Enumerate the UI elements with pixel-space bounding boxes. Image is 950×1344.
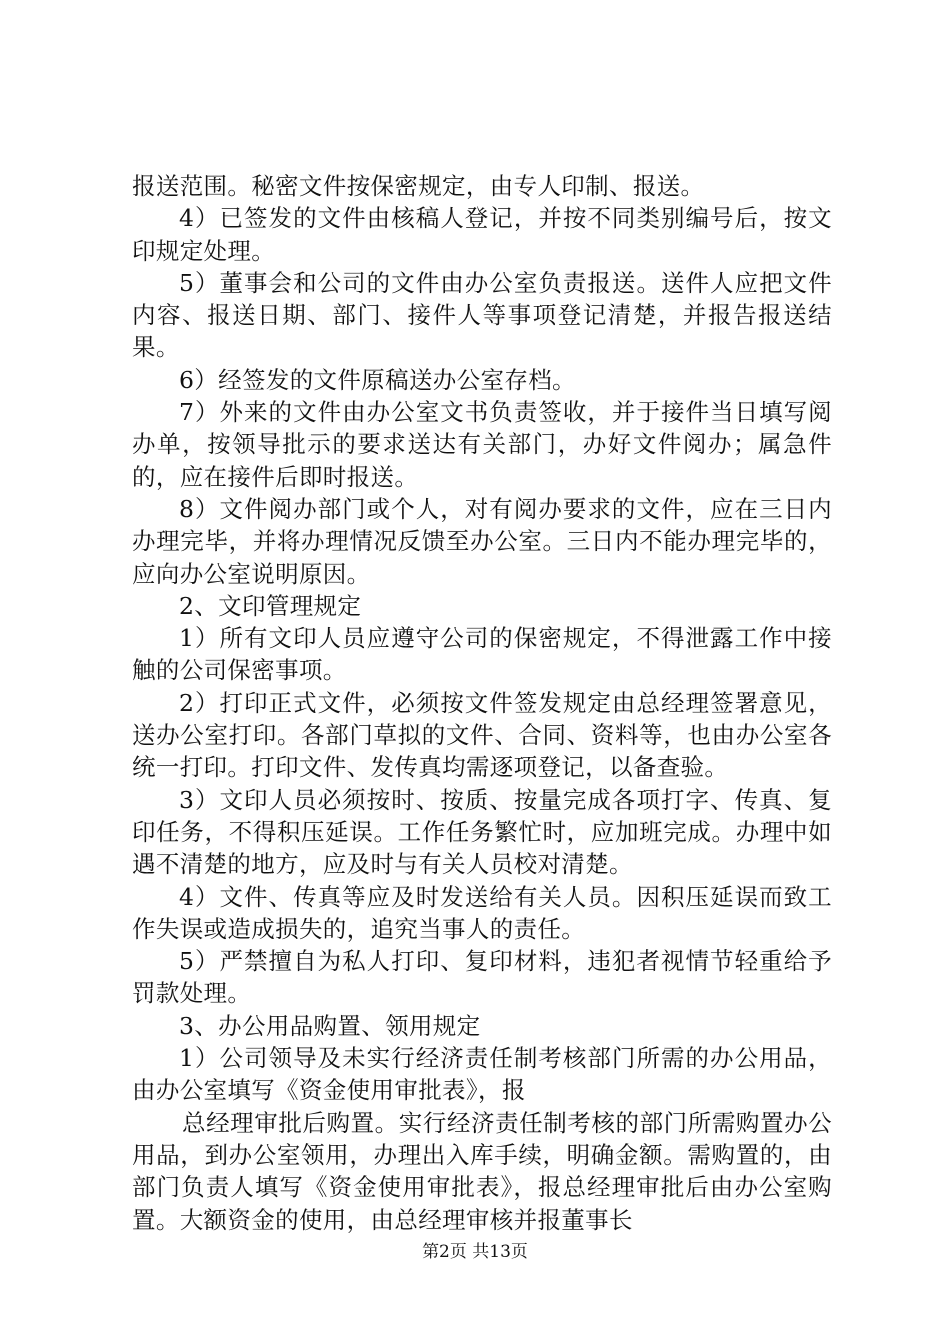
paragraph: 6）经签发的文件原稿送办公室存档。 — [179, 365, 576, 394]
paragraph: 总经理审批后购置。实行经济责任制考核的部门所需购置办公用品，到办公室领用，办理出入库手续，明确金额。需购置的，由部门负责人填写《资金使用审批表》，报总经理审批后由办公室购置。大额资金的使用，由总经理审核并报董事长 — [132, 1108, 832, 1234]
section-heading: 3、办公用品购置、领用规定 — [179, 1011, 481, 1040]
paragraph: 8）文件阅办部门或个人，对有阅办要求的文件，应在三日内办理完毕，并将办理情况反馈至办公室。三日内不能办理完毕的，应向办公室说明原因。 — [132, 494, 832, 588]
paragraph: 5）严禁擅自为私人打印、复印材料，违犯者视情节轻重给予罚款处理。 — [132, 947, 832, 1008]
paragraph: 2）打印正式文件，必须按文件签发规定由总经理签署意见，送办公室打印。各部门草拟的文件、合同、资料等，也由办公室各统一打印。打印文件、发传真均需逐项登记，以备查验。 — [132, 688, 832, 782]
paragraph: 4）文件、传真等应及时发送给有关人员。因积压延误而致工作失误或造成损失的，追究当事人的责任。 — [132, 882, 832, 943]
paragraph: 报送范围。秘密文件按保密规定，由专人印制、报送。 — [132, 172, 705, 200]
page-footer: 第2页 共13页 — [422, 1242, 528, 1262]
paragraph: 4）已签发的文件由核稿人登记，并按不同类别编号后，按文印规定处理。 — [132, 204, 832, 265]
paragraph: 7）外来的文件由办公室文书负责签收，并于接件当日填写阅办单，按领导批示的要求送达有关部门，办好文件阅办；属急件的，应在接件后即时报送。 — [132, 398, 832, 491]
document-body — [132, 170, 832, 1236]
paragraph: 1）所有文印人员应遵守公司的保密规定，不得泄露工作中接触的公司保密事项。 — [132, 624, 832, 685]
paragraph: 3）文印人员必须按时、按质、按量完成各项打字、传真、复印任务，不得积压延误。工作任务繁忙时，应加班完成。办理中如遇不清楚的地方，应及时与有关人员校对清楚。 — [132, 785, 832, 879]
paragraph: 5）董事会和公司的文件由办公室负责报送。送件人应把文件内容、报送日期、部门、接件人等事项登记清楚，并报告报送结果。 — [132, 268, 832, 362]
paragraph: 1）公司领导及未实行经济责任制考核部门所需的办公用品，由办公室填写《资金使用审批表》，报 — [132, 1044, 832, 1105]
section-heading: 2、文印管理规定 — [179, 591, 362, 620]
